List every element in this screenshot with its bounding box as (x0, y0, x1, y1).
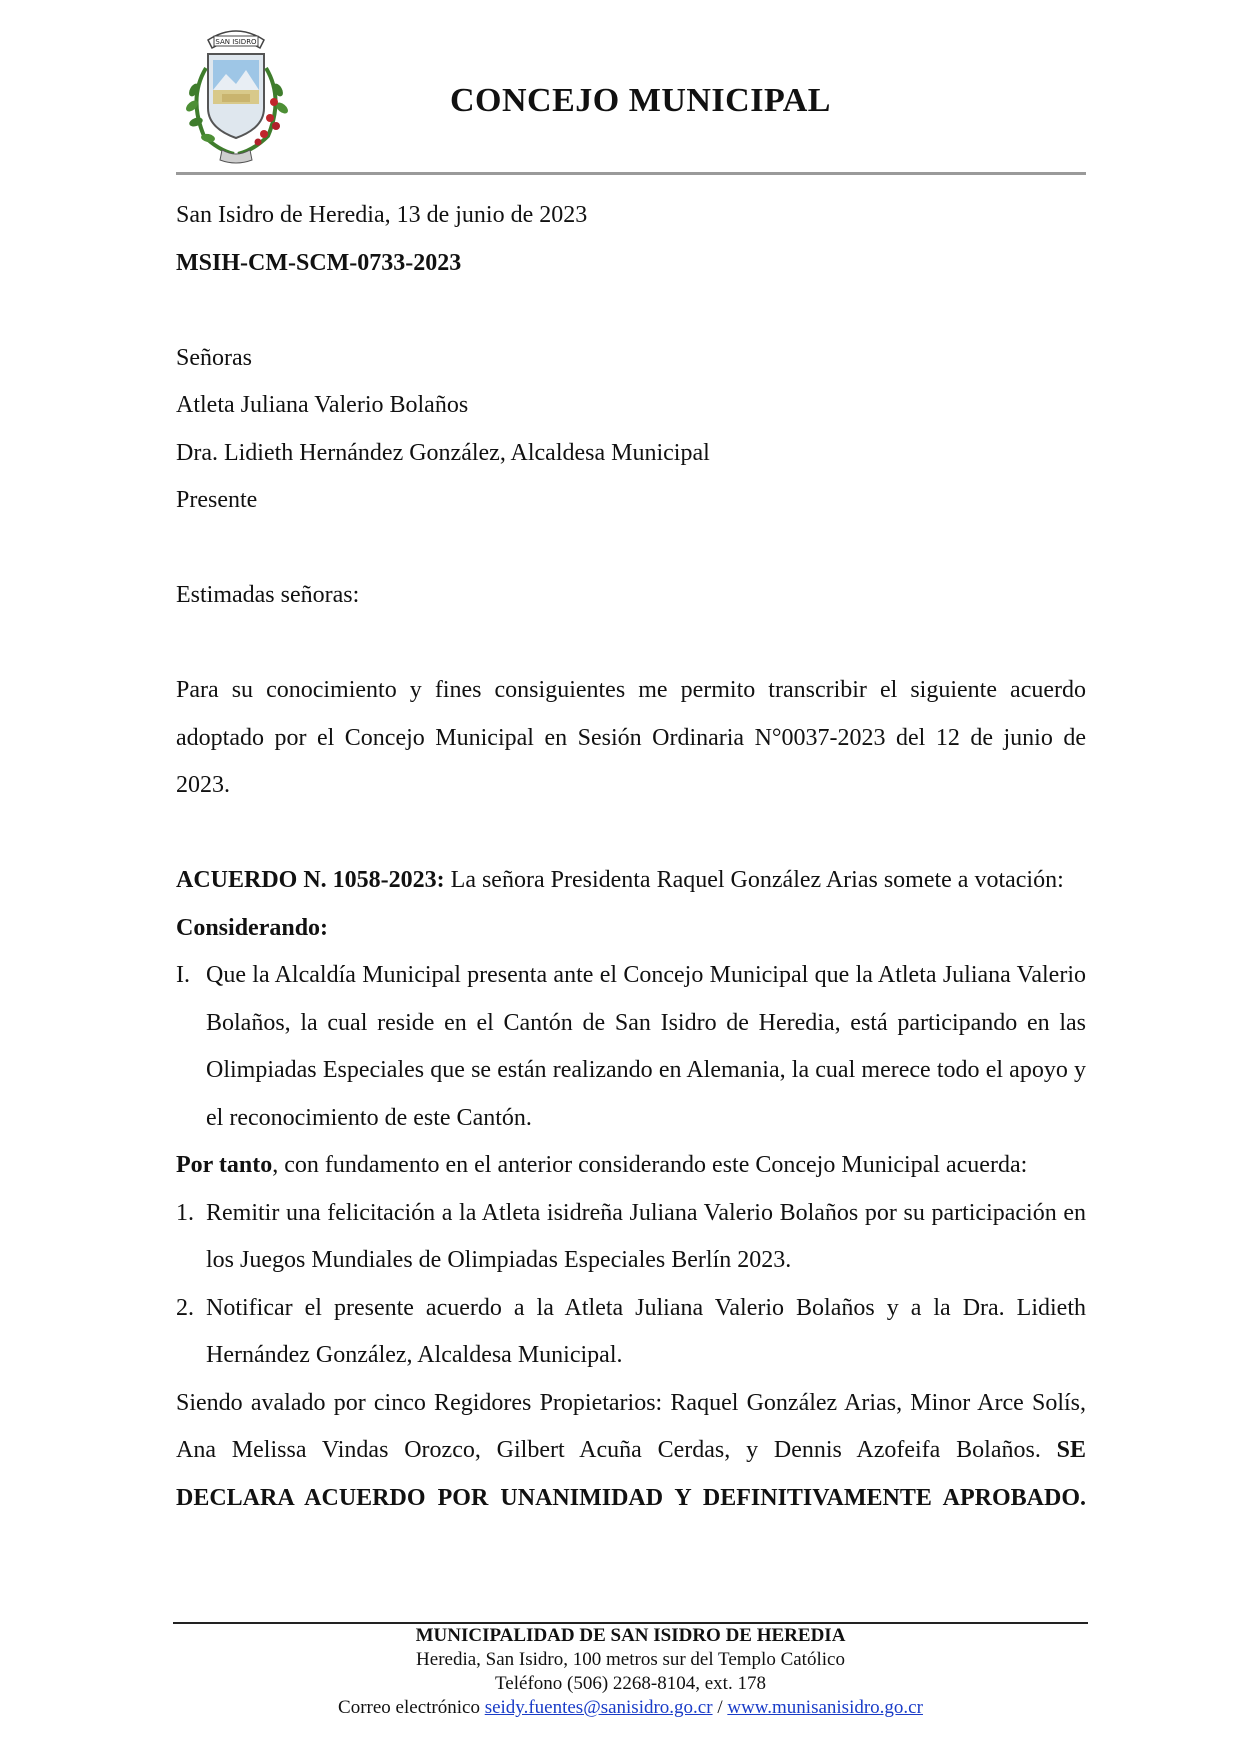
therefore-paragraph (176, 1142, 1086, 1190)
municipal-coat-of-arms-logo (178, 18, 294, 168)
therefore-label: Por tanto (176, 1152, 273, 1178)
header-divider (176, 172, 1086, 175)
footer-email-label: Correo electrónico (338, 1697, 485, 1718)
endorsement-line (176, 1427, 1086, 1475)
recipient-line: Presente (176, 487, 258, 513)
resolution-text: Remitir una felicitación a la Atleta isidreña Juliana Valerio Bolaños por su participación en los Juegos Mundiales de Olimpiadas Especiales Berlín 2023. (206, 1199, 1086, 1273)
endorsement-text: Ana Melissa Vindas Orozco, Gilbert Acuña Cerdas, y Dennis Azofeifa Bolaños. (176, 1437, 1041, 1463)
letter-body (176, 192, 1086, 1522)
considering-label: Considerando: (176, 914, 329, 941)
salutation: Estimadas señoras: (176, 582, 360, 608)
place-date: San Isidro de Heredia, 13 de junio de 2023 (176, 202, 588, 228)
declaration-line: DECLARA ACUERDO POR UNANIMIDAD Y DEFINITIVAMENTE APROBADO. (176, 1484, 1086, 1511)
recipient-line: Señoras (176, 344, 252, 371)
letterhead (0, 0, 1241, 180)
email-link[interactable]: seidy.fuentes@sanisidro.go.cr (484, 1697, 713, 1718)
list-marker: I. (176, 962, 190, 988)
list-marker: 1. (176, 1199, 194, 1226)
footer-org: MUNICIPALIDAD DE SAN ISIDRO DE HEREDIA (415, 1625, 846, 1646)
agreement-heading (176, 857, 1086, 905)
document-title: CONCEJO MUNICIPAL (450, 82, 831, 119)
spacer (176, 525, 1086, 573)
resolution-text: Notificar el presente acuerdo a la Atleta Juliana Valerio Bolaños y a la Dra. Lidieth Hernández González, Alcaldesa Municipal. (206, 1294, 1086, 1368)
considering-item (176, 952, 1086, 1142)
resolution-item (176, 1190, 1086, 1285)
website-link[interactable]: www.munisanisidro.go.cr (727, 1697, 923, 1718)
endorsement-line: Siendo avalado por cinco Regidores Propietarios: Raquel González Arias, Minor Arce Solís, (176, 1389, 1086, 1416)
reference-number: MSIH-CM-SCM-0733-2023 (176, 249, 462, 276)
recipient-line: Atleta Juliana Valerio Bolaños (176, 392, 469, 418)
spacer (176, 620, 1086, 668)
declaration-start: SE (1056, 1437, 1087, 1463)
intro-paragraph: Para su conocimiento y fines consiguientes me permito transcribir el siguiente acuerdo adoptado por el Concejo Municipal en Sesión Ordinaria N°0037-2023 del 12 de junio de 2023. (176, 677, 1086, 798)
considering-text: Que la Alcaldía Municipal presenta ante el Concejo Municipal que la Atleta Juliana Valerio Bolaños, la cual reside en el Cantón de San Isidro de Heredia, está participando en las Olimpiadas Especiales que se están realizando en Alemania, la cual merece todo el apoyo y el reconocimiento de este Cantón. (206, 962, 1086, 1131)
footer (173, 1624, 1088, 1720)
spacer (176, 810, 1086, 858)
spacer (176, 287, 1086, 335)
resolution-item (176, 1285, 1086, 1380)
footer-separator: / (712, 1697, 728, 1718)
logo-banner-text: SAN ISIDRO (215, 38, 257, 46)
footer-address: Heredia, San Isidro, 100 metros sur del Templo Católico (416, 1649, 845, 1670)
footer-phone: Teléfono (506) 2268-8104, ext. 178 (495, 1673, 766, 1694)
list-marker: 2. (176, 1294, 194, 1321)
footer-contact (173, 1696, 1088, 1720)
therefore-text: , con fundamento en el anterior considerando este Concejo Municipal acuerda: (272, 1152, 1028, 1178)
agreement-label: ACUERDO N. 1058-2023: (176, 867, 445, 893)
agreement-text: La señora Presidenta Raquel González Arias somete a votación: (444, 867, 1064, 893)
recipient-line: Dra. Lidieth Hernández González, Alcaldesa Municipal (176, 439, 710, 466)
